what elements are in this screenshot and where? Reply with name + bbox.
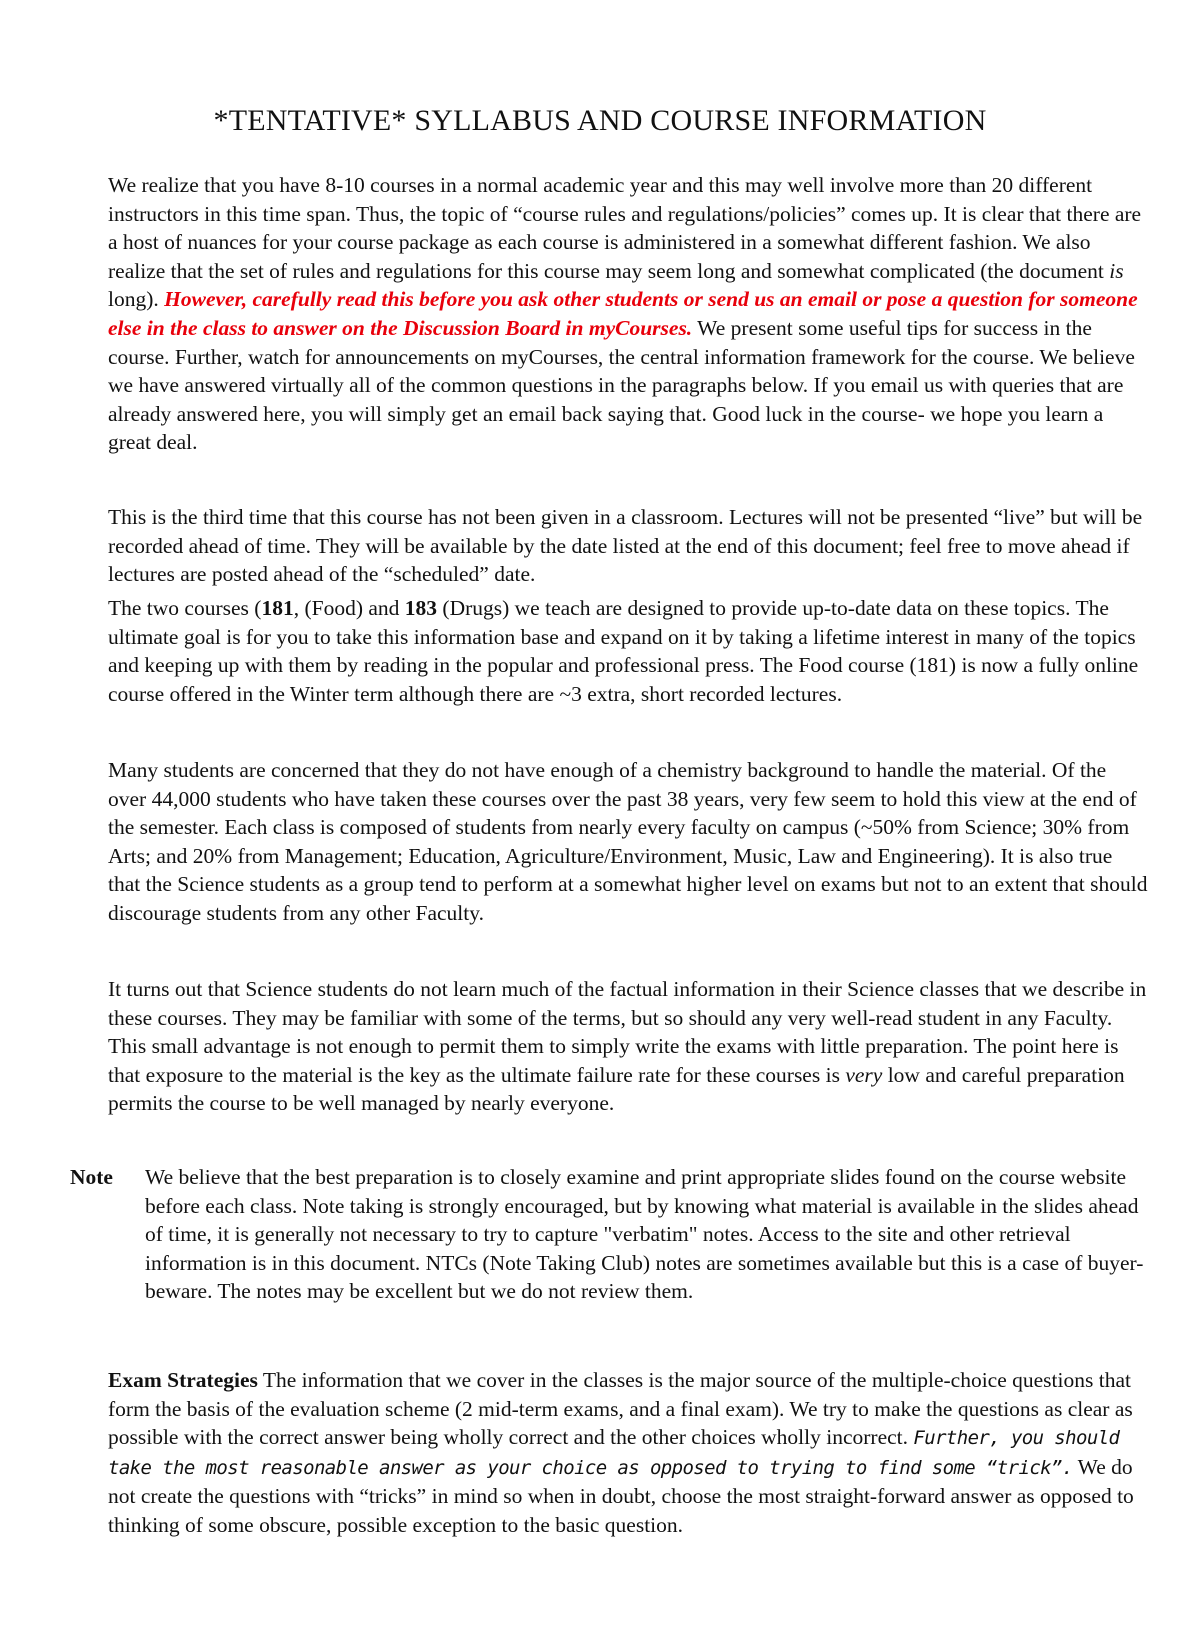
page-title: *TENTATIVE* SYLLABUS AND COURSE INFORMATION <box>213 104 987 137</box>
science-text: It turns out that Science students do not learn much of the factual information in their Science classes that we describe in these courses. They may be familiar with some of the terms, but so should any very well-read student in any Faculty. This small advantage is not enough to permit them to simply write the exams with little preparation. The point here is that exposure to the material is the key as the ultimate failure rate for these courses is <box>108 977 1147 1087</box>
exam-heading: Exam Strategies <box>108 1368 258 1392</box>
course-183: 183 <box>404 596 438 620</box>
exam-strategies-paragraph <box>108 1366 1148 1540</box>
intro-paragraph <box>108 171 1148 457</box>
exam-italic-advice: Further, you should take the most reasonable answer as your choice as opposed to trying to find some “trick”. <box>108 1427 1120 1479</box>
note-body: We believe that the best preparation is to closely examine and print appropriate slides found on the course website before each class. Note taking is strongly encouraged, but by knowing what material is available in the slides ahead of time, it is generally not necessary to try to capture "verbatim" notes. Access to the site and other retrieval information is in this document. NTCs (Note Taking Club) notes are sometimes available but this is a case of buyer-beware. The notes may be excellent but we do not review them. <box>145 1165 1144 1304</box>
intro-text: We realize that you have 8-10 courses in a normal academic year and this may well involve more than 20 different instructors in this time span. Thus, the topic of “course rules and regulations/policies” comes up. It is clear that there are a host of nuances for your course package as each course is administered in a somewhat different fashion. We also realize that the set of rules and regulations for this course may seem long and somewhat complicated (the document <box>108 173 1142 283</box>
intro-text-after: long). <box>108 287 159 312</box>
courses-text-2: , (Food) and <box>293 596 405 620</box>
course-181: 181 <box>261 596 294 620</box>
red-warning: However, carefully read this before you ask other students or send us an email or pose a question for someone else in the class to answer on the Discussion Board in myCourses. <box>108 287 1138 340</box>
science-italic-very: very <box>845 1062 883 1087</box>
third-time-paragraph: This is the third time that this course has not been given in a classroom. Lectures will not be presented “live” but will be recorded ahead of time. They will be available by the date listed at the end of this document; feel free to move ahead if lectures are posted ahead of the “scheduled” date. <box>108 505 1143 587</box>
chemistry-paragraph: Many students are concerned that they do not have enough of a chemistry background to handle the material. Of the over 44,000 students who have taken these courses over the past 38 years, very few seem to hold this view at the end of the semester. Each class is composed of students from nearly every faculty on campus (~50% from Science; 30% from Arts; and 20% from Management; Education, Agriculture/Environment, Music, Law and Engineering). It is also true that the Science students as a group tend to perform at a somewhat higher level on exams but not to an extent that should discourage students from any other Faculty. <box>108 758 1148 925</box>
courses-text-1: The two courses ( <box>108 596 262 620</box>
note-label: Note <box>70 1165 113 1189</box>
exam-text-after: We do not create the questions with “tricks” in mind so when in doubt, choose the most straight-forward answer as opposed to thinking of some obscure, possible exception to the basic question. <box>108 1454 1134 1537</box>
courses-text-3: (Drugs) we teach are designed to provide up-to-date data on these topics. The ultimate goal is for you to take this information base and expand on it by taking a lifetime interest in many of the topics and keeping up with them by reading in the popular and professional press. The Food course (181) is now a fully online course offered in the Winter term although there are ~3 extra, short recorded lectures. <box>108 596 1139 706</box>
intro-italic-is: is <box>1109 258 1124 283</box>
exam-text: The information that we cover in the classes is the major source of the multiple-choice questions that form the basis of the evaluation scheme (2 mid-term exams, and a final exam). We try to make the questions as clear as possible with the correct answer being wholly correct and the other choices wholly incorrect. <box>108 1368 1133 1450</box>
courses-paragraph <box>108 594 1148 708</box>
science-text-after: low and careful preparation permits the course to be well managed by nearly everyone. <box>108 1062 1125 1116</box>
science-paragraph <box>108 975 1148 1118</box>
intro-text-end: We present some useful tips for success in the course. Further, watch for announcements on myCourses, the central information framework for the course. We believe we have answered virtually all of the common questions in the paragraphs below. If you email us with queries that are already answered here, you will simply get an email back saying that. Good luck in the course- we hope you learn a great deal. <box>108 315 1135 455</box>
